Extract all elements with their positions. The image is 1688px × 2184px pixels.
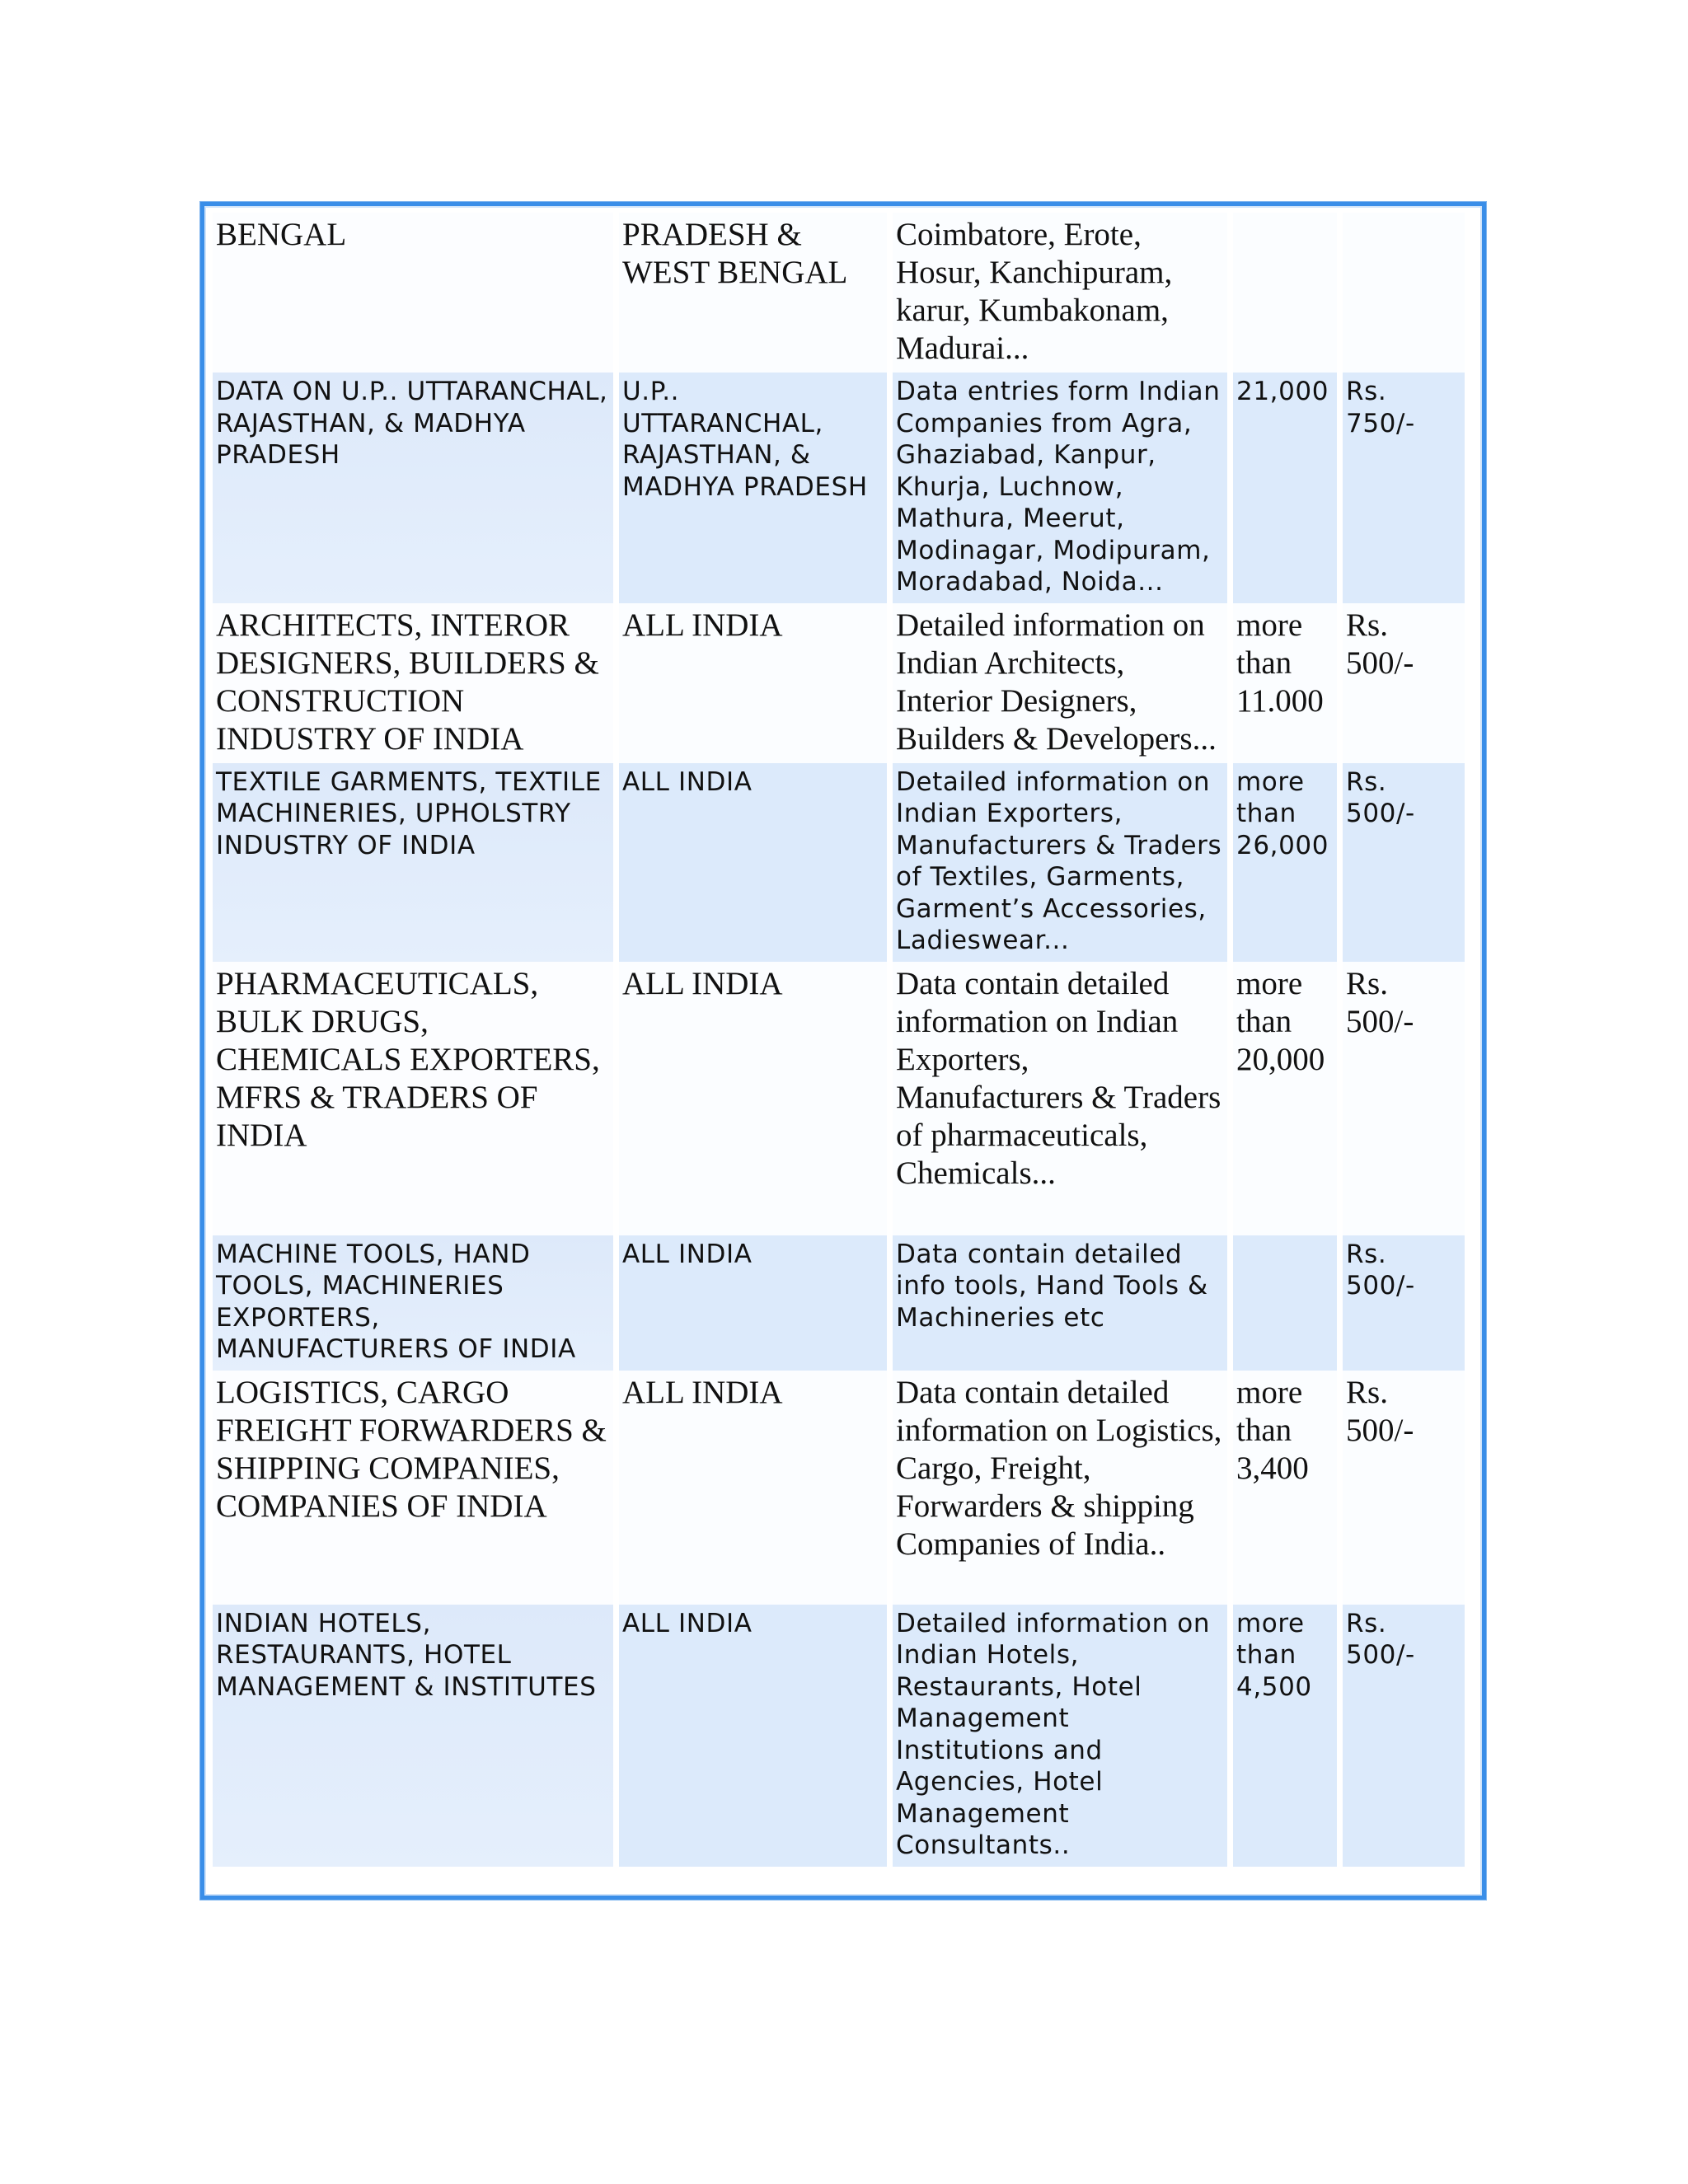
catalog-table — [207, 213, 1470, 1867]
description-cell: Data entries form Indian Companies from Agra, Ghaziabad, Kanpur, Khurja, Luchnow, Mathura, Meerut, Modinagar, Modipuram, Moradabad, Noida... — [893, 373, 1227, 603]
price-cell — [1343, 213, 1465, 373]
description-cell: Data contain detailed information on Logistics, Cargo, Freight, Forwarders & shipping Companies of India.. — [893, 1371, 1227, 1605]
description-cell: Coimbatore, Erote, Hosur, Kanchipuram, karur, Kumbakonam, Madurai... — [893, 213, 1227, 373]
category-cell: LOGISTICS, CARGO FREIGHT FORWARDERS & SHIPPING COMPANIES, COMPANIES OF INDIA — [213, 1371, 613, 1605]
description-cell: Data contain detailed information on Indian Exporters, Manufacturers & Traders of pharmaceuticals, Chemicals... — [893, 962, 1227, 1235]
count-cell: more than 26,000 — [1233, 763, 1337, 962]
region-cell: ALL INDIA — [619, 763, 887, 962]
count-cell: more than 11.000 — [1233, 603, 1337, 763]
region-cell: ALL INDIA — [619, 603, 887, 763]
region-cell: ALL INDIA — [619, 962, 887, 1235]
price-cell: Rs. 500/- — [1343, 1235, 1465, 1371]
count-cell: more than 4,500 — [1233, 1605, 1337, 1867]
category-cell: MACHINE TOOLS, HAND TOOLS, MACHINERIES EXPORTERS, MANUFACTURERS OF INDIA — [213, 1235, 613, 1371]
region-cell: ALL INDIA — [619, 1605, 887, 1867]
catalog-frame — [200, 202, 1486, 1900]
table-row — [213, 373, 1465, 603]
table-row — [213, 763, 1465, 962]
count-cell — [1233, 1235, 1337, 1371]
table-row — [213, 1371, 1465, 1605]
category-cell: INDIAN HOTELS, RESTAURANTS, HOTEL MANAGEMENT & INSTITUTES — [213, 1605, 613, 1867]
description-cell: Detailed information on Indian Hotels, Restaurants, Hotel Management Institutions and Agencies, Hotel Management Consultants.. — [893, 1605, 1227, 1867]
price-cell: Rs. 500/- — [1343, 603, 1465, 763]
price-cell: Rs. 500/- — [1343, 1371, 1465, 1605]
count-cell — [1233, 213, 1337, 373]
price-cell: Rs. 500/- — [1343, 1605, 1465, 1867]
price-cell: Rs. 500/- — [1343, 763, 1465, 962]
description-cell: Detailed information on Indian Exporters, Manufacturers & Traders of Textiles, Garments, Garment’s Accessories, Ladieswear... — [893, 763, 1227, 962]
table-row — [213, 603, 1465, 763]
description-cell: Detailed information on Indian Architects, Interior Designers, Builders & Developers... — [893, 603, 1227, 763]
count-cell: more than 20,000 — [1233, 962, 1337, 1235]
table-row — [213, 213, 1465, 373]
description-cell: Data contain detailed info tools, Hand Tools & Machineries etc — [893, 1235, 1227, 1371]
region-cell: ALL INDIA — [619, 1235, 887, 1371]
category-cell: PHARMACEUTICALS, BULK DRUGS, CHEMICALS EXPORTERS, MFRS & TRADERS OF INDIA — [213, 962, 613, 1235]
table-row — [213, 962, 1465, 1235]
table-row — [213, 1235, 1465, 1371]
region-cell: PRADESH & WEST BENGAL — [619, 213, 887, 373]
region-cell: ALL INDIA — [619, 1371, 887, 1605]
category-cell: BENGAL — [213, 213, 613, 373]
table-row — [213, 1605, 1465, 1867]
price-cell: Rs. 750/- — [1343, 373, 1465, 603]
category-cell: ARCHITECTS, INTEROR DESIGNERS, BUILDERS & CONSTRUCTION INDUSTRY OF INDIA — [213, 603, 613, 763]
count-cell: more than 3,400 — [1233, 1371, 1337, 1605]
count-cell: 21,000 — [1233, 373, 1337, 603]
category-cell: TEXTILE GARMENTS, TEXTILE MACHINERIES, UPHOLSTRY INDUSTRY OF INDIA — [213, 763, 613, 962]
price-cell: Rs. 500/- — [1343, 962, 1465, 1235]
category-cell: DATA ON U.P.. UTTARANCHAL, RAJASTHAN, & MADHYA PRADESH — [213, 373, 613, 603]
region-cell: U.P.. UTTARANCHAL, RAJASTHAN, & MADHYA PRADESH — [619, 373, 887, 603]
